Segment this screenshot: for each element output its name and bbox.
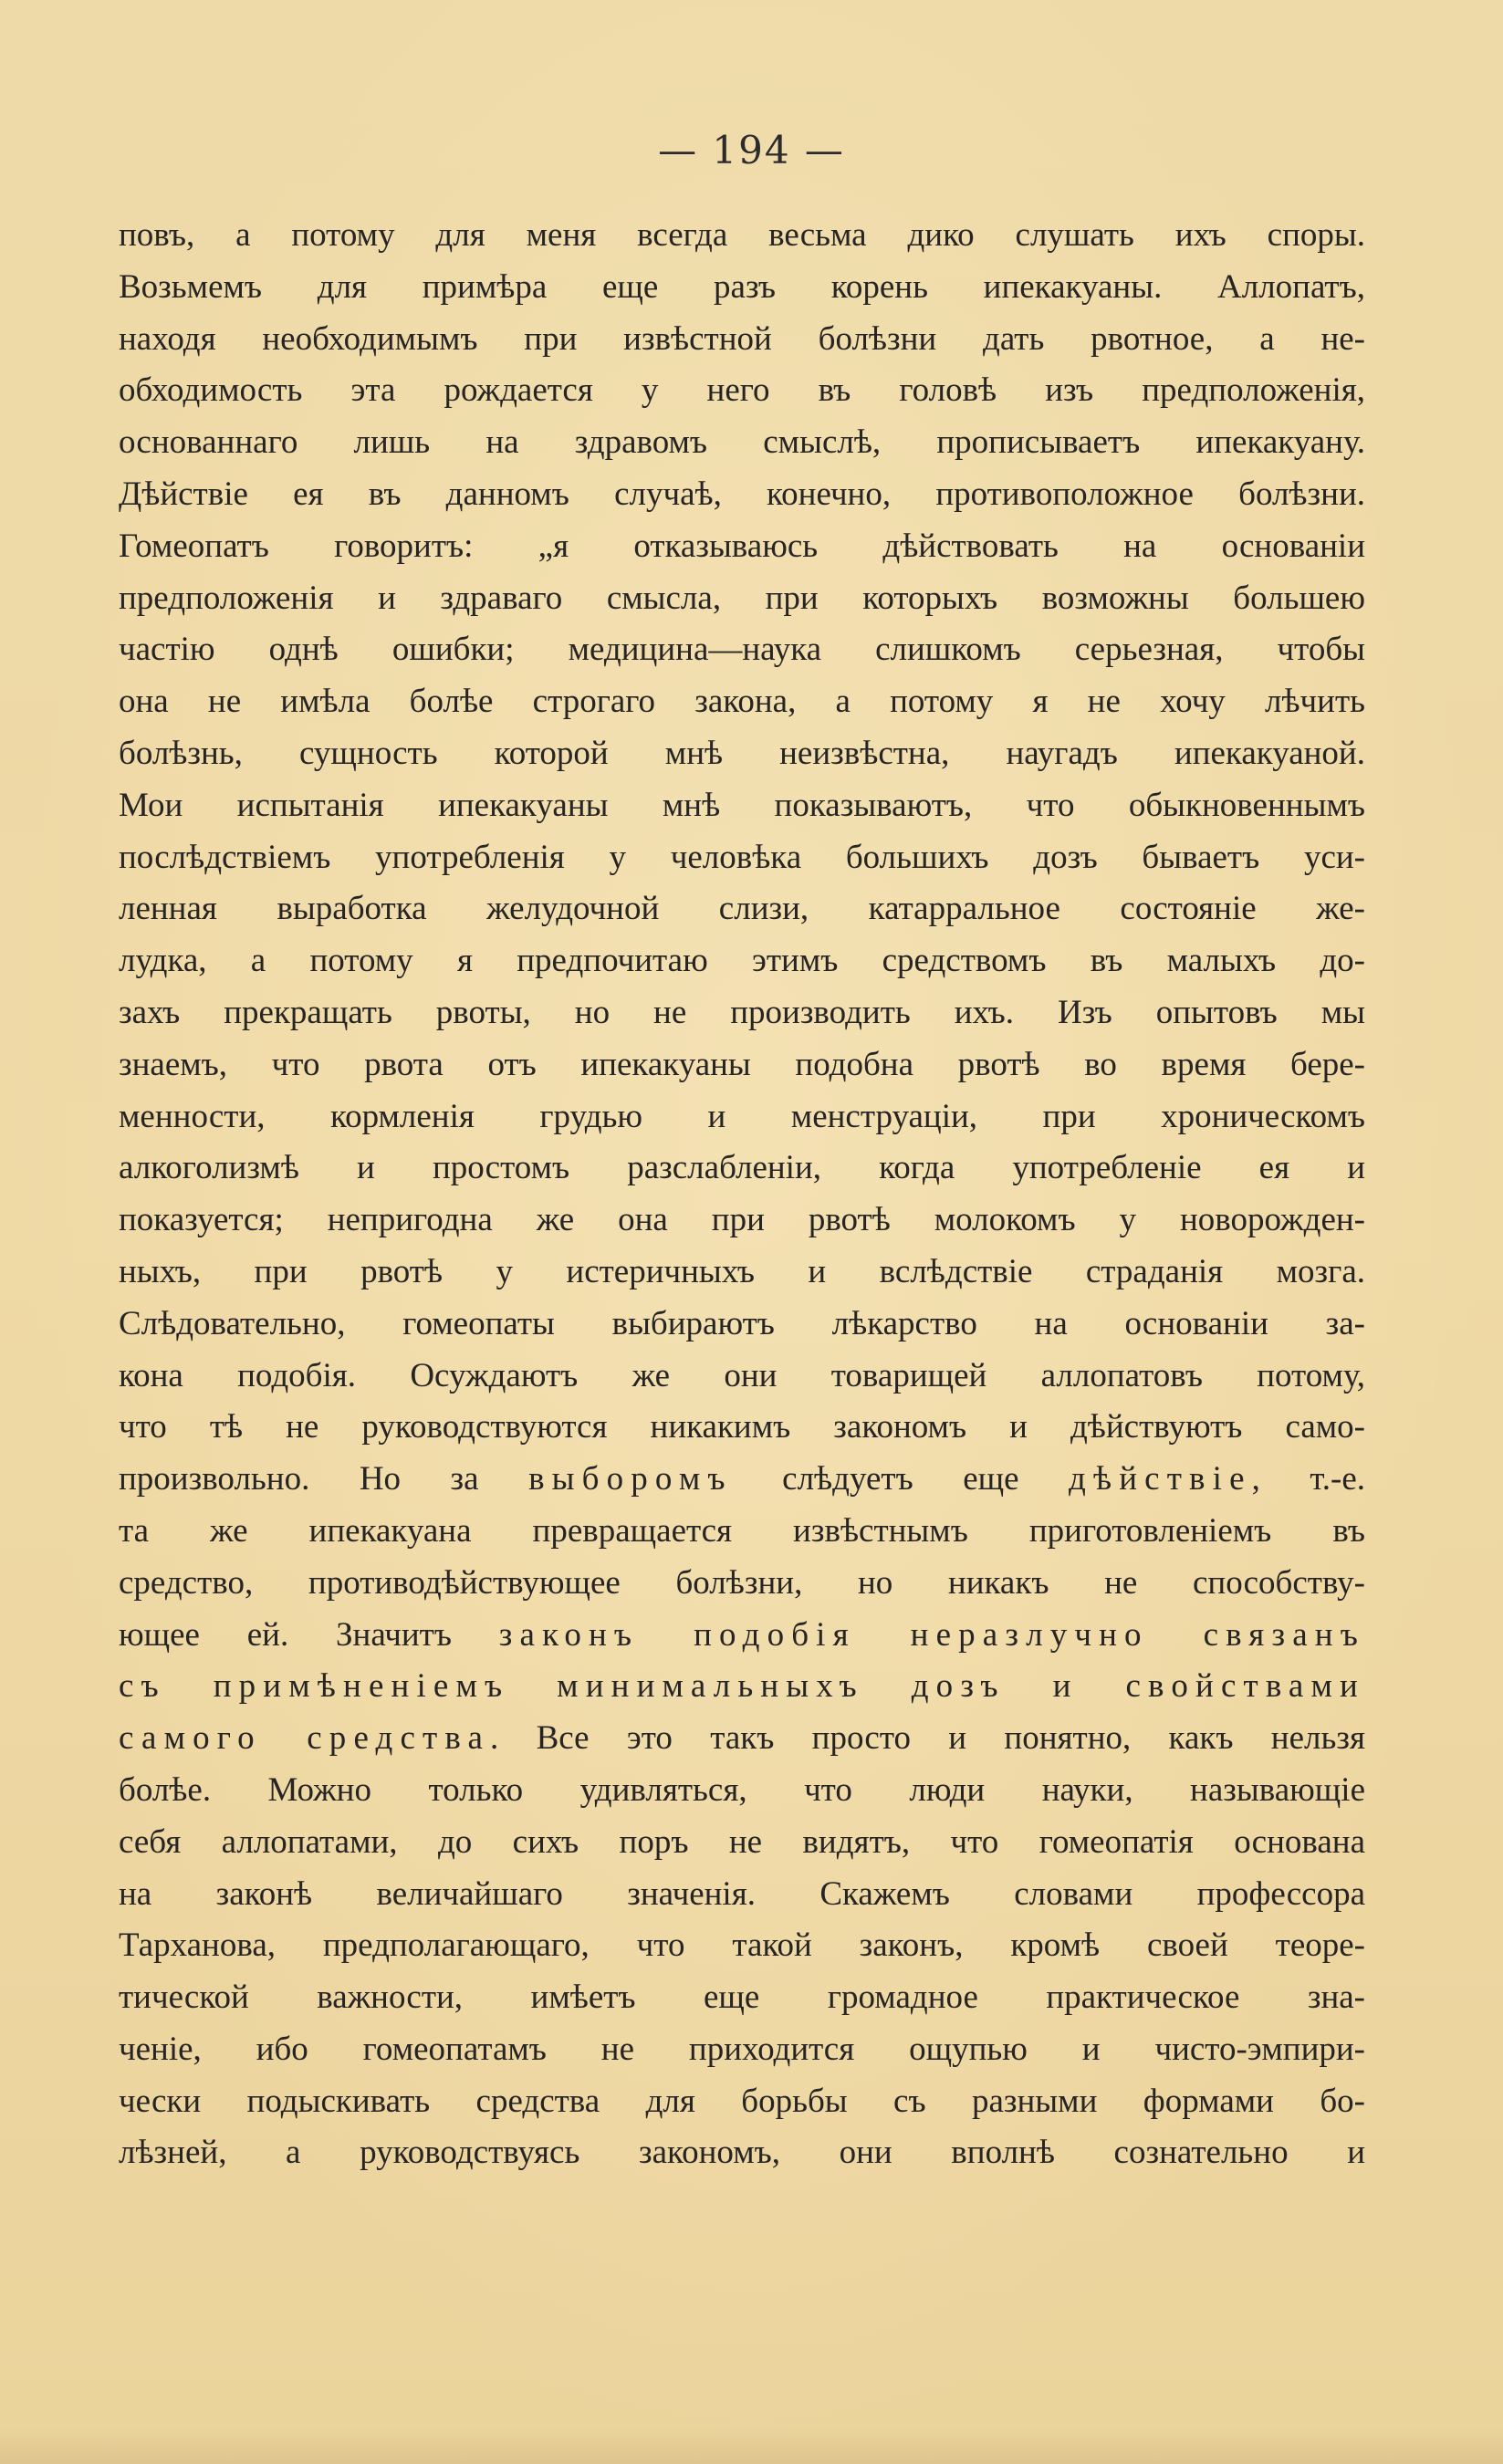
- text-line: [119, 1402, 1365, 1454]
- text-line: [119, 987, 1365, 1039]
- text-line: [119, 521, 1365, 573]
- text-segment: алкоголизмѣ и простомъ разслабленіи, когда употребленіе ея и: [119, 1149, 1365, 1187]
- text-line: [119, 1247, 1365, 1299]
- text-segment: обходимость эта рождается у него въ головѣ изъ предположенія,: [119, 371, 1365, 410]
- text-line: [119, 1351, 1365, 1403]
- text-line: [119, 1610, 1365, 1662]
- text-segment: что тѣ не руководствуются никакимъ закономъ и дѣйствуютъ само-: [119, 1408, 1365, 1446]
- text-line: [119, 1091, 1365, 1143]
- body-text: [119, 210, 1365, 2179]
- text-line: [119, 676, 1365, 728]
- text-segment: чески подыскивать средства для борьбы съ разными формами бо-: [119, 2082, 1365, 2120]
- text-line: [119, 1972, 1365, 2024]
- text-segment: на законѣ величайшаго значенія. Скажемъ словами профессора: [119, 1874, 1365, 1913]
- text-line: [119, 1299, 1365, 1351]
- text-line: [119, 1039, 1365, 1091]
- text-line: [119, 1817, 1365, 1869]
- text-line: [119, 624, 1365, 676]
- text-segment: Тарханова, предполагающаго, что такой законъ, кромѣ своей теоре-: [119, 1926, 1365, 1965]
- text-segment: ченіе, ибо гомеопатамъ не приходится ощупью и чисто-эмпири-: [119, 2030, 1365, 2068]
- text-segment: , т.-е.: [1251, 1460, 1365, 1498]
- text-line: [119, 935, 1365, 987]
- text-segment: основаннаго лишь на здравомъ смыслѣ, прописываетъ ипекакуану.: [119, 423, 1365, 462]
- text-line: [119, 2024, 1365, 2076]
- text-line: [119, 262, 1365, 314]
- text-segment: болѣе. Можно только удивляться, что люди науки, называющіе: [119, 1770, 1365, 1809]
- emphasized-text: самого средства: [119, 1719, 491, 1758]
- text-line: [119, 1713, 1365, 1765]
- text-line: [119, 1869, 1365, 1921]
- text-line: [119, 1195, 1365, 1247]
- text-segment: . Все это такъ просто и понятно, какъ нельзя: [490, 1719, 1365, 1758]
- text-segment: предположенія и здраваго смысла, при которыхъ возможны большею: [119, 579, 1365, 617]
- text-segment: Мои испытанія ипекакуаны мнѣ показываютъ, что обыкновеннымъ: [119, 786, 1365, 824]
- text-segment: себя аллопатами, до сихъ поръ не видятъ, что гомеопатія основана: [119, 1822, 1365, 1861]
- text-segment: Дѣйствіе ея въ данномъ случаѣ, конечно, противоположное болѣзни.: [119, 475, 1365, 513]
- text-segment: ющее ей. Значитъ: [119, 1615, 499, 1654]
- text-segment: Возьмемъ для примѣра еще разъ корень ипекакуаны. Аллопатъ,: [119, 267, 1365, 306]
- text-line: [119, 1558, 1365, 1610]
- text-segment: частію однѣ ошибки; медицина—наука слишкомъ серьезная, чтобы: [119, 631, 1365, 669]
- text-line: [119, 365, 1365, 417]
- text-segment: находя необходимымъ при извѣстной болѣзни дать рвотное, а не-: [119, 319, 1365, 358]
- text-segment: тической важности, имѣетъ еще громадное практическое зна-: [119, 1979, 1365, 2017]
- text-line: [119, 210, 1365, 262]
- text-segment: та же ипекакуана превращается извѣстнымъ приготовленіемъ въ: [119, 1511, 1365, 1550]
- emphasized-text: дѣйствіе: [1069, 1460, 1252, 1498]
- text-line: [119, 883, 1365, 935]
- text-segment: знаемъ, что рвота отъ ипекакуаны подобна рвотѣ во время бере-: [119, 1045, 1365, 1083]
- emphasized-text: выборомъ: [528, 1460, 733, 1498]
- text-segment: показуется; непригодна же она при рвотѣ молокомъ у новорожден-: [119, 1201, 1365, 1239]
- text-line: [119, 780, 1365, 832]
- text-segment: повъ, а потому для меня всегда весьма дико слушать ихъ споры.: [119, 216, 1365, 254]
- text-line: [119, 1920, 1365, 1972]
- page-bottom-edge: [0, 2427, 1503, 2464]
- text-segment: Слѣдовательно, гомеопаты выбираютъ лѣкарство на основаніи за-: [119, 1304, 1365, 1342]
- text-line: [119, 2127, 1365, 2179]
- emphasized-text: законъ подобія неразлучно связанъ: [498, 1615, 1365, 1654]
- text-line: [119, 417, 1365, 469]
- text-line: [119, 1454, 1365, 1506]
- text-segment: ныхъ, при рвотѣ у истеричныхъ и вслѣдствіе страданія мозга.: [119, 1252, 1365, 1290]
- text-segment: кона подобія. Осуждаютъ же они товарищей аллопатовъ потому,: [119, 1356, 1365, 1394]
- text-segment: она не имѣла болѣе строгаго закона, а потому я не хочу лѣчить: [119, 683, 1365, 721]
- text-line: [119, 1661, 1365, 1713]
- text-segment: средство, противодѣйствующее болѣзни, но никакъ не способству-: [119, 1563, 1365, 1602]
- text-segment: болѣзнь, сущность которой мнѣ неизвѣстна, наугадъ ипекакуаной.: [119, 734, 1365, 772]
- text-segment: менности, кормленія грудью и менструаціи, при хроническомъ: [119, 1097, 1365, 1135]
- text-segment: произвольно. Но за: [119, 1460, 529, 1498]
- text-line: [119, 2076, 1365, 2128]
- text-segment: Гомеопатъ говоритъ: „я отказываюсь дѣйствовать на основаніи: [119, 527, 1365, 565]
- text-line: [119, 1765, 1365, 1817]
- text-line: [119, 832, 1365, 884]
- page-number: — 194 —: [658, 128, 845, 172]
- text-segment: лѣзней, а руководствуясь закономъ, они вполнѣ сознательно и: [119, 2134, 1365, 2172]
- text-segment: слѣдуетъ еще: [732, 1460, 1070, 1498]
- text-line: [119, 1143, 1365, 1195]
- text-segment: послѣдствіемъ употребленія у человѣка большихъ дозъ бываетъ уси-: [119, 838, 1365, 876]
- emphasized-text: съ примѣненіемъ минимальныхъ дозъ и свойствами: [119, 1667, 1365, 1706]
- text-line: [119, 1506, 1365, 1558]
- text-segment: ленная выработка желудочной слизи, катарральное состояніе же-: [119, 890, 1365, 928]
- text-segment: захъ прекращать рвоты, но не производить ихъ. Изъ опытовъ мы: [119, 993, 1365, 1031]
- text-line: [119, 314, 1365, 366]
- text-line: [119, 573, 1365, 625]
- text-line: [119, 469, 1365, 521]
- text-segment: лудка, а потому я предпочитаю этимъ средствомъ въ малыхъ до-: [119, 942, 1365, 980]
- text-line: [119, 728, 1365, 780]
